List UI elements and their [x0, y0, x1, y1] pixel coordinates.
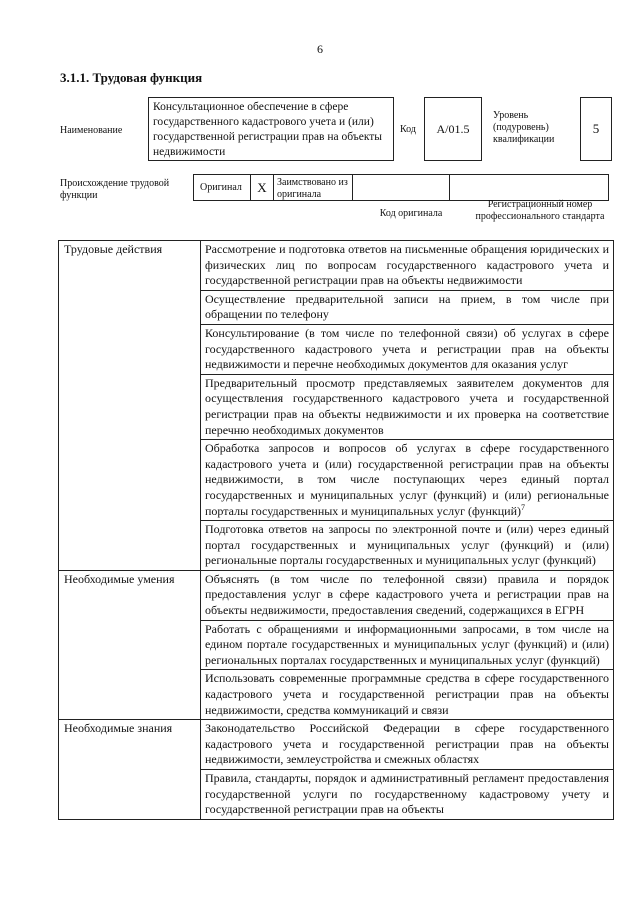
origin-row: [193, 174, 612, 201]
table-row: [59, 570, 614, 620]
labor-actions-label: Трудовые действия: [59, 241, 201, 571]
labor-action-item: Рассмотрение и подготовка ответов на письменные обращения юридических и физических лиц по вопросам государственного кадастрового учета и государственной регистрации прав на объекты недвижимости: [201, 241, 614, 291]
labor-function-table: [58, 240, 614, 820]
labor-action-item: [201, 440, 614, 521]
original-code-cell: [352, 174, 450, 201]
code-label: Код: [400, 124, 416, 135]
level-label: Уровень (подуровень) квалификации: [493, 110, 555, 145]
borrowed-cell: Заимствовано из оригинала: [273, 174, 353, 201]
reg-number-caption: Регистрационный номер профессионального стандарта: [475, 199, 605, 222]
knowledge-item: Законодательство Российской Федерации в сфере государственного кадастрового учета и государственной регистрации прав на объекты недвижимости, землеустройства и смежных областях: [201, 720, 614, 770]
code-value: А/01.5: [424, 97, 482, 161]
section-title: 3.1.1. Трудовая функция: [60, 70, 203, 85]
code-original-caption: Код оригинала: [379, 208, 443, 219]
labor-action-item: Консультирование (в том числе по телефонной связи) об услугах в сфере государственного кадастрового учета и регистрации прав на объекты недвижимости и перечне необходимых документов для оказания услуг: [201, 324, 614, 374]
table-row: [59, 241, 614, 291]
skill-item: Использовать современные программные средства в сфере государственного кадастрового учета и государственной регистрации прав на объекты недвижимости, средства коммуникаций и связи: [201, 670, 614, 720]
level-value: 5: [580, 97, 612, 161]
skill-item: Работать с обращениями и информационными запросами, в том числе на едином портале государственных и муниципальных услуг (функций) и (или) региональных порталах государственных и муниципальных услуг (функций): [201, 620, 614, 670]
required-skills-label: Необходимые умения: [59, 570, 201, 719]
labor-action-item: Осуществление предварительной записи на прием, в том числе при обращении по телефону: [201, 290, 614, 324]
labor-action-item: Предварительный просмотр представляемых заявителем документов для осуществления государственного кадастрового учета и государственной регистрации прав на объекты недвижимости и их проверка на соответствие перечню необходимых документов: [201, 374, 614, 439]
required-knowledge-label: Необходимые знания: [59, 720, 201, 820]
function-name-value: Консультационное обеспечение в сфере государственного кадастрового учета и (или) государственной регистрации прав на объекты недвижимости: [148, 97, 394, 161]
knowledge-item: Правила, стандарты, порядок и административный регламент предоставления государственной услуги по государственному кадастровому учету и государственной регистрации прав на объекты: [201, 770, 614, 820]
reg-number-cell: [449, 174, 609, 201]
page-number: 6: [317, 42, 323, 56]
original-cell: Оригинал: [193, 174, 251, 201]
labor-action-item: Подготовка ответов на запросы по электронной почте и (или) через единый портал государственных и муниципальных услуг (функций) и (или) региональные порталы государственных и муниципальных услуг (функций): [201, 521, 614, 571]
name-label: Наименование: [60, 125, 123, 136]
footnote-mark: 7: [521, 502, 526, 512]
skill-item: Объяснять (в том числе по телефонной связи) правила и порядок предоставления услуг в сфере кадастрового учета и регистрации прав на объекты недвижимости, предоставления сведений, содержащихся в ЕГРН: [201, 570, 614, 620]
labor-action-text: Обработка запросов и вопросов об услугах в сфере государственного кадастрового учета и (или) государственной регистрации прав на объекты недвижимости, в том числе поступающих через единый портал государственных и муниципальных услуг (функций) и (или) региональные порталы государственных и муниципальных услуг (функций): [205, 441, 609, 518]
origin-label: Происхождение трудовой функции: [60, 178, 170, 201]
original-mark: X: [250, 174, 274, 201]
table-row: [59, 720, 614, 770]
